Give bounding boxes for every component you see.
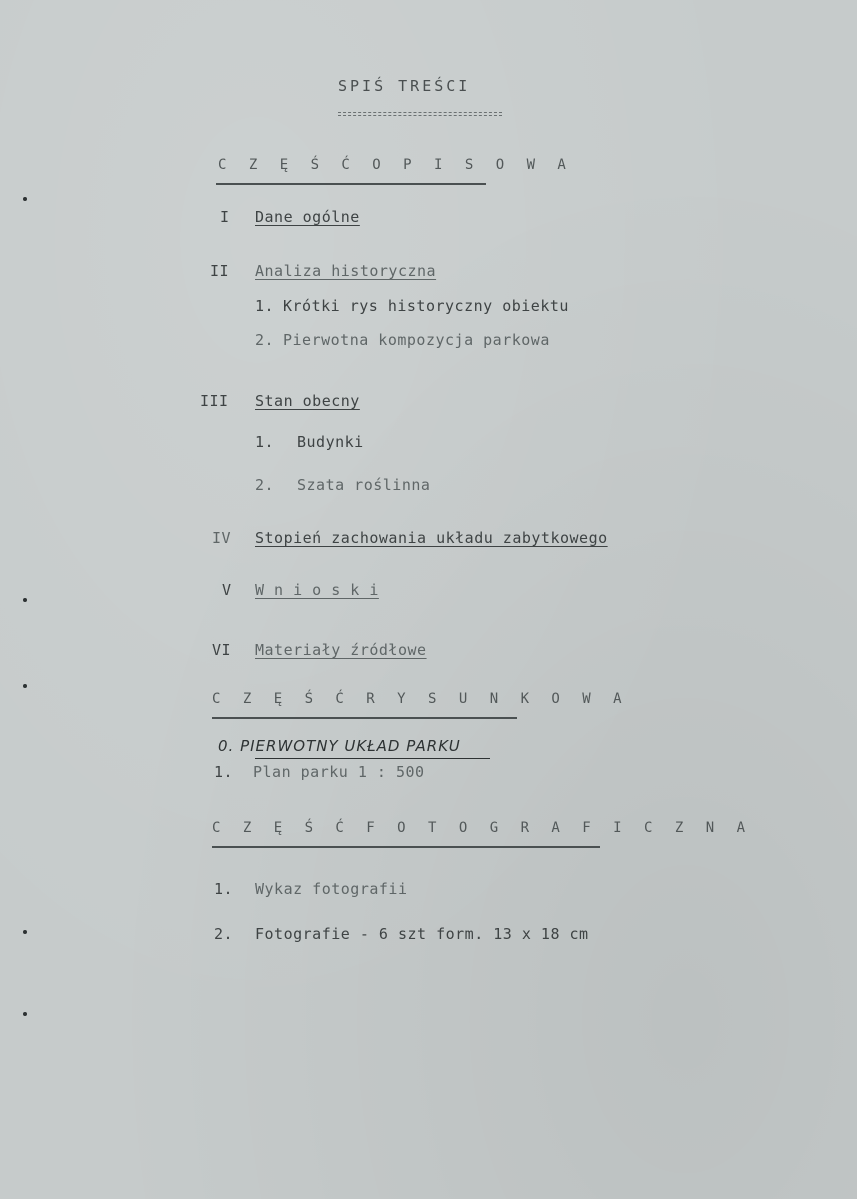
title-double-underline: [338, 112, 502, 116]
toc-item-label: Dane ogólne: [255, 208, 360, 226]
toc-item-label: Materiały źródłowe: [255, 641, 427, 659]
toc-item-label: Analiza historyczna: [255, 262, 437, 280]
toc-item-number: 1.: [214, 763, 234, 781]
margin-mark: [23, 684, 27, 688]
toc-item-number: 1.: [214, 880, 234, 898]
margin-mark: [23, 1012, 27, 1016]
toc-subitem-number: 1.: [255, 433, 275, 451]
toc-subitem-number: 2.: [255, 476, 275, 494]
toc-item-label: Stopień zachowania układu zabytkowego: [255, 529, 608, 547]
toc-subitem-number: 2.: [255, 331, 275, 349]
toc-item-number: 2.: [214, 925, 234, 943]
margin-mark: [23, 598, 27, 602]
margin-mark: [23, 197, 27, 201]
toc-subitem-label: Pierwotna kompozycja parkowa: [283, 331, 550, 349]
section-rule-drawings: [212, 717, 517, 719]
toc-subitem-label: Krótki rys historyczny obiektu: [283, 297, 569, 315]
toc-item-number: III: [200, 392, 229, 410]
toc-subitem-number: 1.: [255, 297, 275, 315]
toc-item-number: VI: [212, 641, 232, 659]
toc-item-label: W n i o s k i: [255, 581, 379, 599]
handwritten-underline: [255, 758, 490, 759]
section-heading-drawings: C Z Ę Ś Ć R Y S U N K O W A: [212, 691, 629, 707]
toc-item-number: IV: [212, 529, 232, 547]
section-heading-photographic: C Z Ę Ś Ć F O T O G R A F I C Z N A: [212, 820, 753, 836]
toc-subitem-label: Szata roślinna: [297, 476, 431, 494]
handwritten-note: 0. PIERWOTNY UKŁAD PARKU: [218, 737, 461, 755]
section-rule-photographic: [212, 846, 600, 848]
toc-subitem-label: Budynki: [297, 433, 364, 451]
toc-item-number: I: [220, 208, 230, 226]
section-heading-descriptive: C Z Ę Ś Ć O P I S O W A: [218, 157, 573, 173]
toc-item-label: Fotografie - 6 szt form. 13 x 18 cm: [255, 925, 589, 943]
margin-mark: [23, 930, 27, 934]
toc-item-number: II: [210, 262, 230, 280]
toc-item-label: Wykaz fotografii: [255, 880, 408, 898]
page-title: SPIŚ TREŚCI: [338, 77, 471, 95]
toc-item-label: Plan parku 1 : 500: [253, 763, 425, 781]
toc-item-number: V: [222, 581, 232, 599]
section-rule-descriptive: [216, 183, 486, 185]
toc-item-label: Stan obecny: [255, 392, 360, 410]
